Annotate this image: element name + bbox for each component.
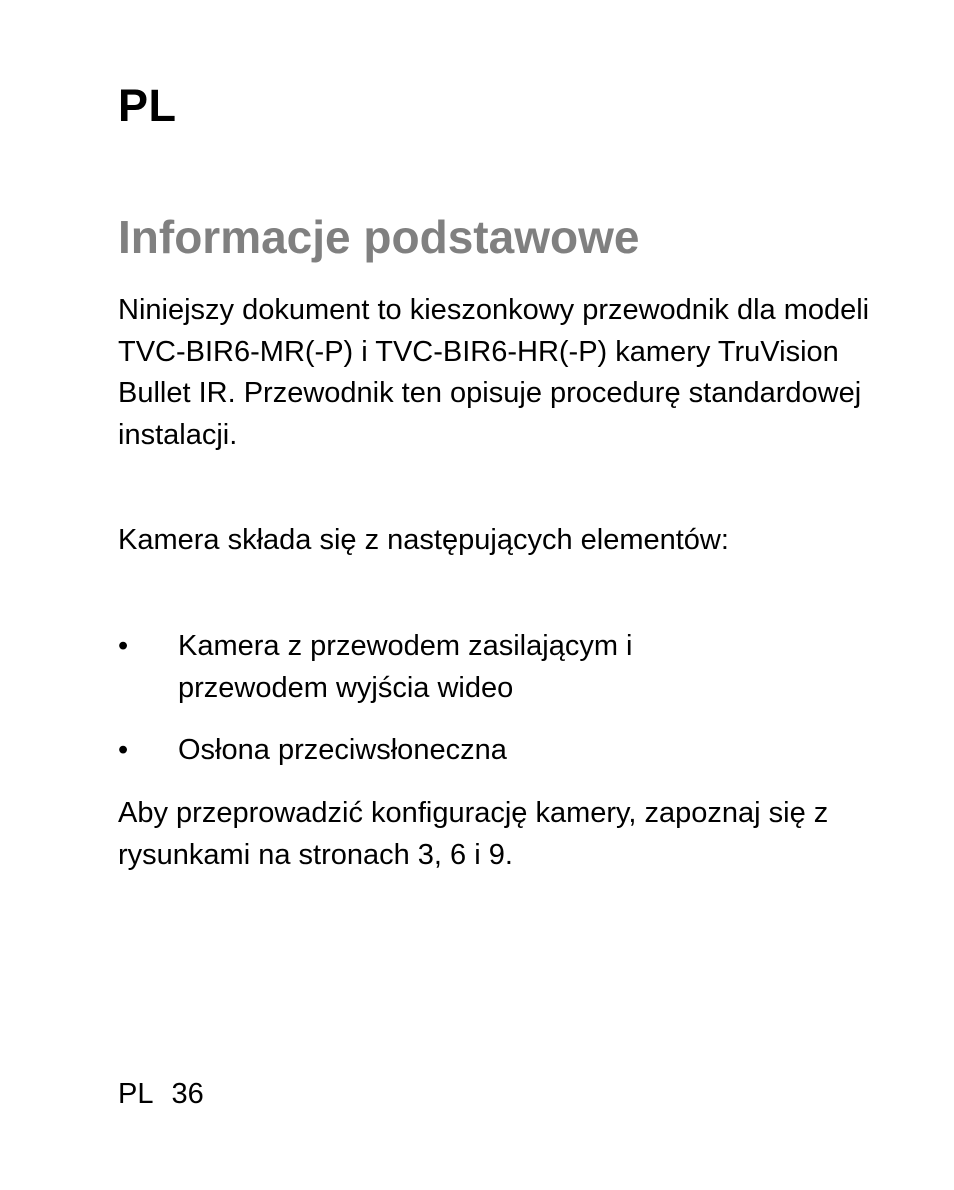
list-item-text: Osłona przeciwsłoneczna	[178, 734, 507, 766]
bullet-icon: •	[118, 630, 129, 662]
language-heading: PL	[118, 80, 177, 131]
bullet-icon: •	[118, 734, 129, 766]
configuration-paragraph: Aby przeprowadzić konfigurację kamery, zapoznaj się z rysunkami na stronach 3, 6 i 9.	[118, 797, 829, 871]
footer-language-code: PL	[118, 1078, 154, 1110]
page-number: 36	[171, 1078, 204, 1110]
section-title: Informacje podstawowe	[118, 211, 640, 263]
list-item-text: Kamera z przewodem zasilającym i przewodem wyjścia wideo	[178, 630, 633, 704]
components-paragraph: Kamera składa się z następujących elementów:	[118, 524, 729, 556]
page-footer	[118, 1074, 204, 1114]
intro-paragraph: Niniejszy dokument to kieszonkowy przewodnik dla modeli TVC-BIR6-MR(-P) i TVC-BIR6-HR(-P) kamery TruVision Bullet IR. Przewodnik ten opisuje procedurę standardowej instalacji.	[118, 294, 870, 451]
